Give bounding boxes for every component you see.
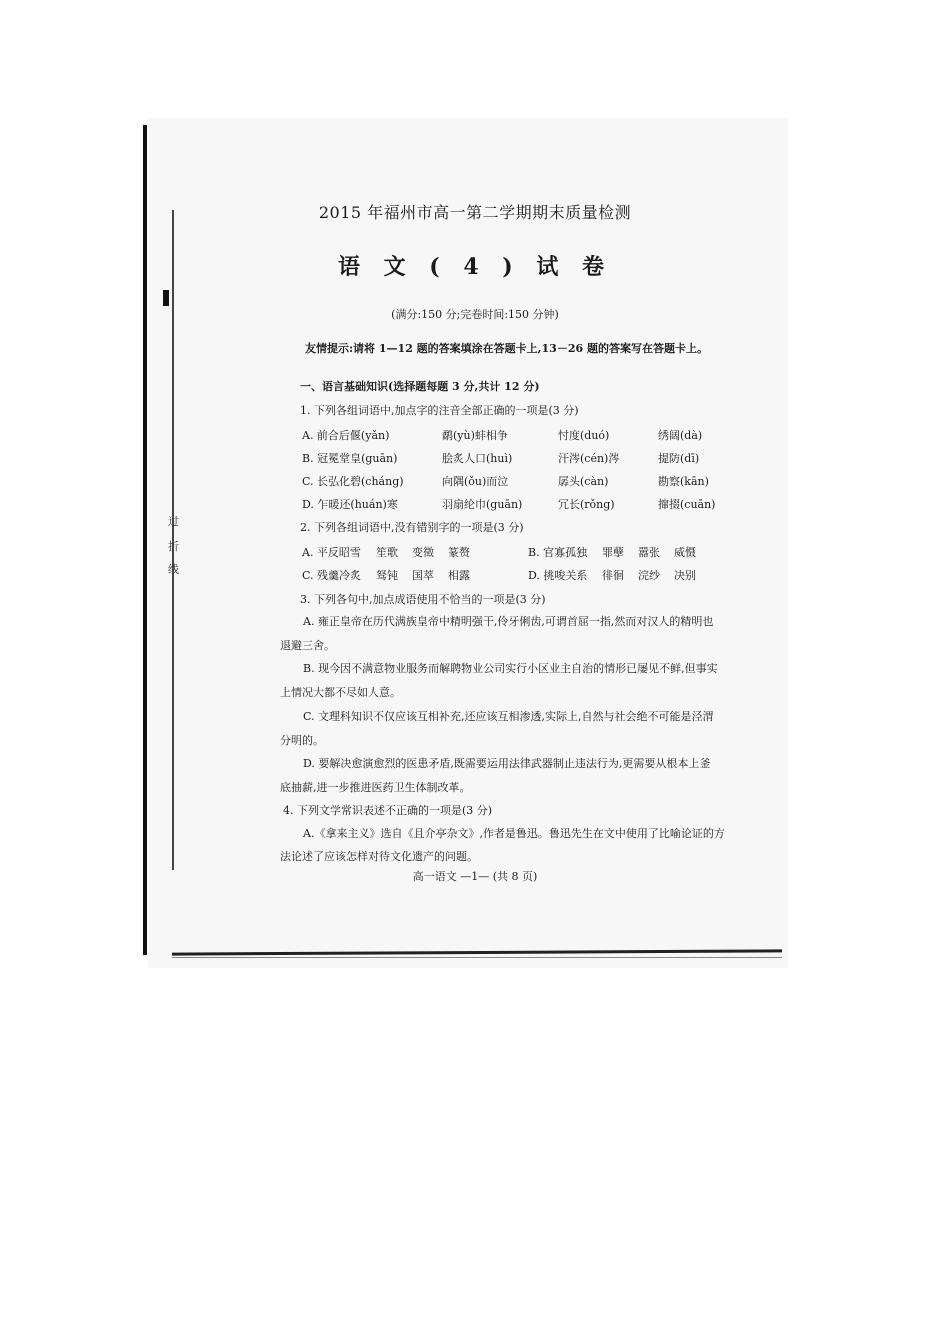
page-bottom-edge-shadow bbox=[172, 957, 782, 958]
option-cell: 罪孽 bbox=[602, 546, 624, 559]
question-3-option-a: A. 雍正皇帝在历代满族皇帝中精明强干,伶牙俐齿,可谓首屈一指,然而对汉人的精明也 bbox=[303, 615, 714, 628]
side-char: 折 bbox=[168, 540, 179, 553]
option-cell: 撺掇(cuān) bbox=[658, 498, 716, 511]
side-char: 过 bbox=[168, 515, 179, 528]
option-cell: 国萃 bbox=[412, 569, 434, 582]
side-char: 线 bbox=[168, 563, 179, 576]
question-3-option-c: C. 文理科知识不仅应该互相补充,还应该互相渗透,实际上,自然与社会绝不可能是泾渭 bbox=[303, 710, 714, 723]
option-cell: 笙歌 bbox=[376, 546, 398, 559]
option-cell: 脍炙人口(huì) bbox=[442, 452, 513, 465]
option-cell: 威慑 bbox=[674, 546, 696, 559]
question-4-option-a-cont: 法论述了应该怎样对待文化遗产的问题。 bbox=[280, 850, 478, 863]
option-cell: 浣纱 bbox=[638, 569, 660, 582]
option-cell: B. 官寡孤独 bbox=[528, 546, 588, 559]
option-cell: 提防(dī) bbox=[658, 452, 700, 465]
option-cell: A. 前合后偃(yǎn) bbox=[302, 429, 390, 442]
option-cell: 鹬(yù)蚌相争 bbox=[442, 429, 508, 442]
subject-title: 语 文 ( 4 ) 试 卷 bbox=[337, 254, 613, 280]
option-cell: 嚣张 bbox=[638, 546, 660, 559]
option-cell: A. 平反昭雪 bbox=[302, 546, 361, 559]
option-cell: 篆赘 bbox=[448, 546, 470, 559]
option-cell: 徘徊 bbox=[602, 569, 624, 582]
question-3-option-d-cont: 底抽薪,进一步推进医药卫生体制改革。 bbox=[280, 781, 471, 794]
option-cell: D. 乍暖还(huán)寒 bbox=[302, 498, 398, 511]
question-3-stem: 3. 下列各句中,加点成语使用不恰当的一项是(3 分) bbox=[300, 593, 546, 606]
score-info: (满分:150 分;完卷时间:150 分钟) bbox=[391, 308, 559, 321]
question-3-option-a-cont: 退避三舍。 bbox=[280, 639, 335, 652]
option-cell: D. 挑唆关系 bbox=[528, 569, 588, 582]
page-footer: 高一语文 —1— (共 8 页) bbox=[412, 870, 538, 883]
option-cell: C. 长弘化碧(cháng) bbox=[302, 475, 404, 488]
question-3-option-c-cont: 分明的。 bbox=[280, 734, 324, 747]
option-cell: 相露 bbox=[448, 569, 470, 582]
option-cell: 向隅(ǒu)而泣 bbox=[442, 475, 509, 488]
option-cell: 决别 bbox=[674, 569, 696, 582]
option-cell: 驽钝 bbox=[376, 569, 398, 582]
option-cell: 孱头(càn) bbox=[558, 475, 609, 488]
friendly-tip: 友情提示:请将 1—12 题的答案填涂在答题卡上,13－26 题的答案写在答题卡上。 bbox=[305, 342, 708, 355]
binding-mark bbox=[163, 290, 169, 306]
question-3-option-b: B. 现今因不满意物业服务而解聘物业公司实行小区业主自治的情形已屡见不鲜,但事实 bbox=[303, 662, 718, 675]
option-cell: B. 冠冕堂皇(guān) bbox=[302, 452, 398, 465]
option-cell: 羽扇纶巾(guān) bbox=[442, 498, 523, 511]
option-cell: 绣阔(dà) bbox=[658, 429, 703, 442]
question-2-stem: 2. 下列各组词语中,没有错别字的一项是(3 分) bbox=[300, 521, 524, 534]
question-4-stem: 4. 下列文学常识表述不正确的一项是(3 分) bbox=[283, 804, 493, 817]
option-cell: 冗长(rǒng) bbox=[558, 498, 615, 511]
option-cell: 变徵 bbox=[412, 546, 434, 559]
option-cell: 汗涔(cén)涔 bbox=[558, 452, 620, 465]
question-3-option-b-cont: 上情况大都不尽如人意。 bbox=[280, 686, 401, 699]
question-4-option-a: A.《拿来主义》选自《且介亭杂文》,作者是鲁迅。鲁迅先生在文中使用了比喻论证的方 bbox=[303, 827, 725, 840]
option-cell: 忖度(duó) bbox=[558, 429, 610, 442]
question-1-stem: 1. 下列各组词语中,加点字的注音全部正确的一项是(3 分) bbox=[300, 404, 579, 417]
option-cell: 勘察(kān) bbox=[658, 475, 709, 488]
section-heading: 一、语言基础知识(选择题每题 3 分,共计 12 分) bbox=[300, 380, 540, 393]
question-3-option-d: D. 要解决愈演愈烈的医患矛盾,既需要运用法律武器制止违法行为,更需要从根本上釜 bbox=[303, 757, 711, 770]
option-cell: C. 残羹冷炙 bbox=[302, 569, 362, 582]
exam-title: 2015 年福州市高一第二学期期末质量检测 bbox=[318, 203, 632, 222]
